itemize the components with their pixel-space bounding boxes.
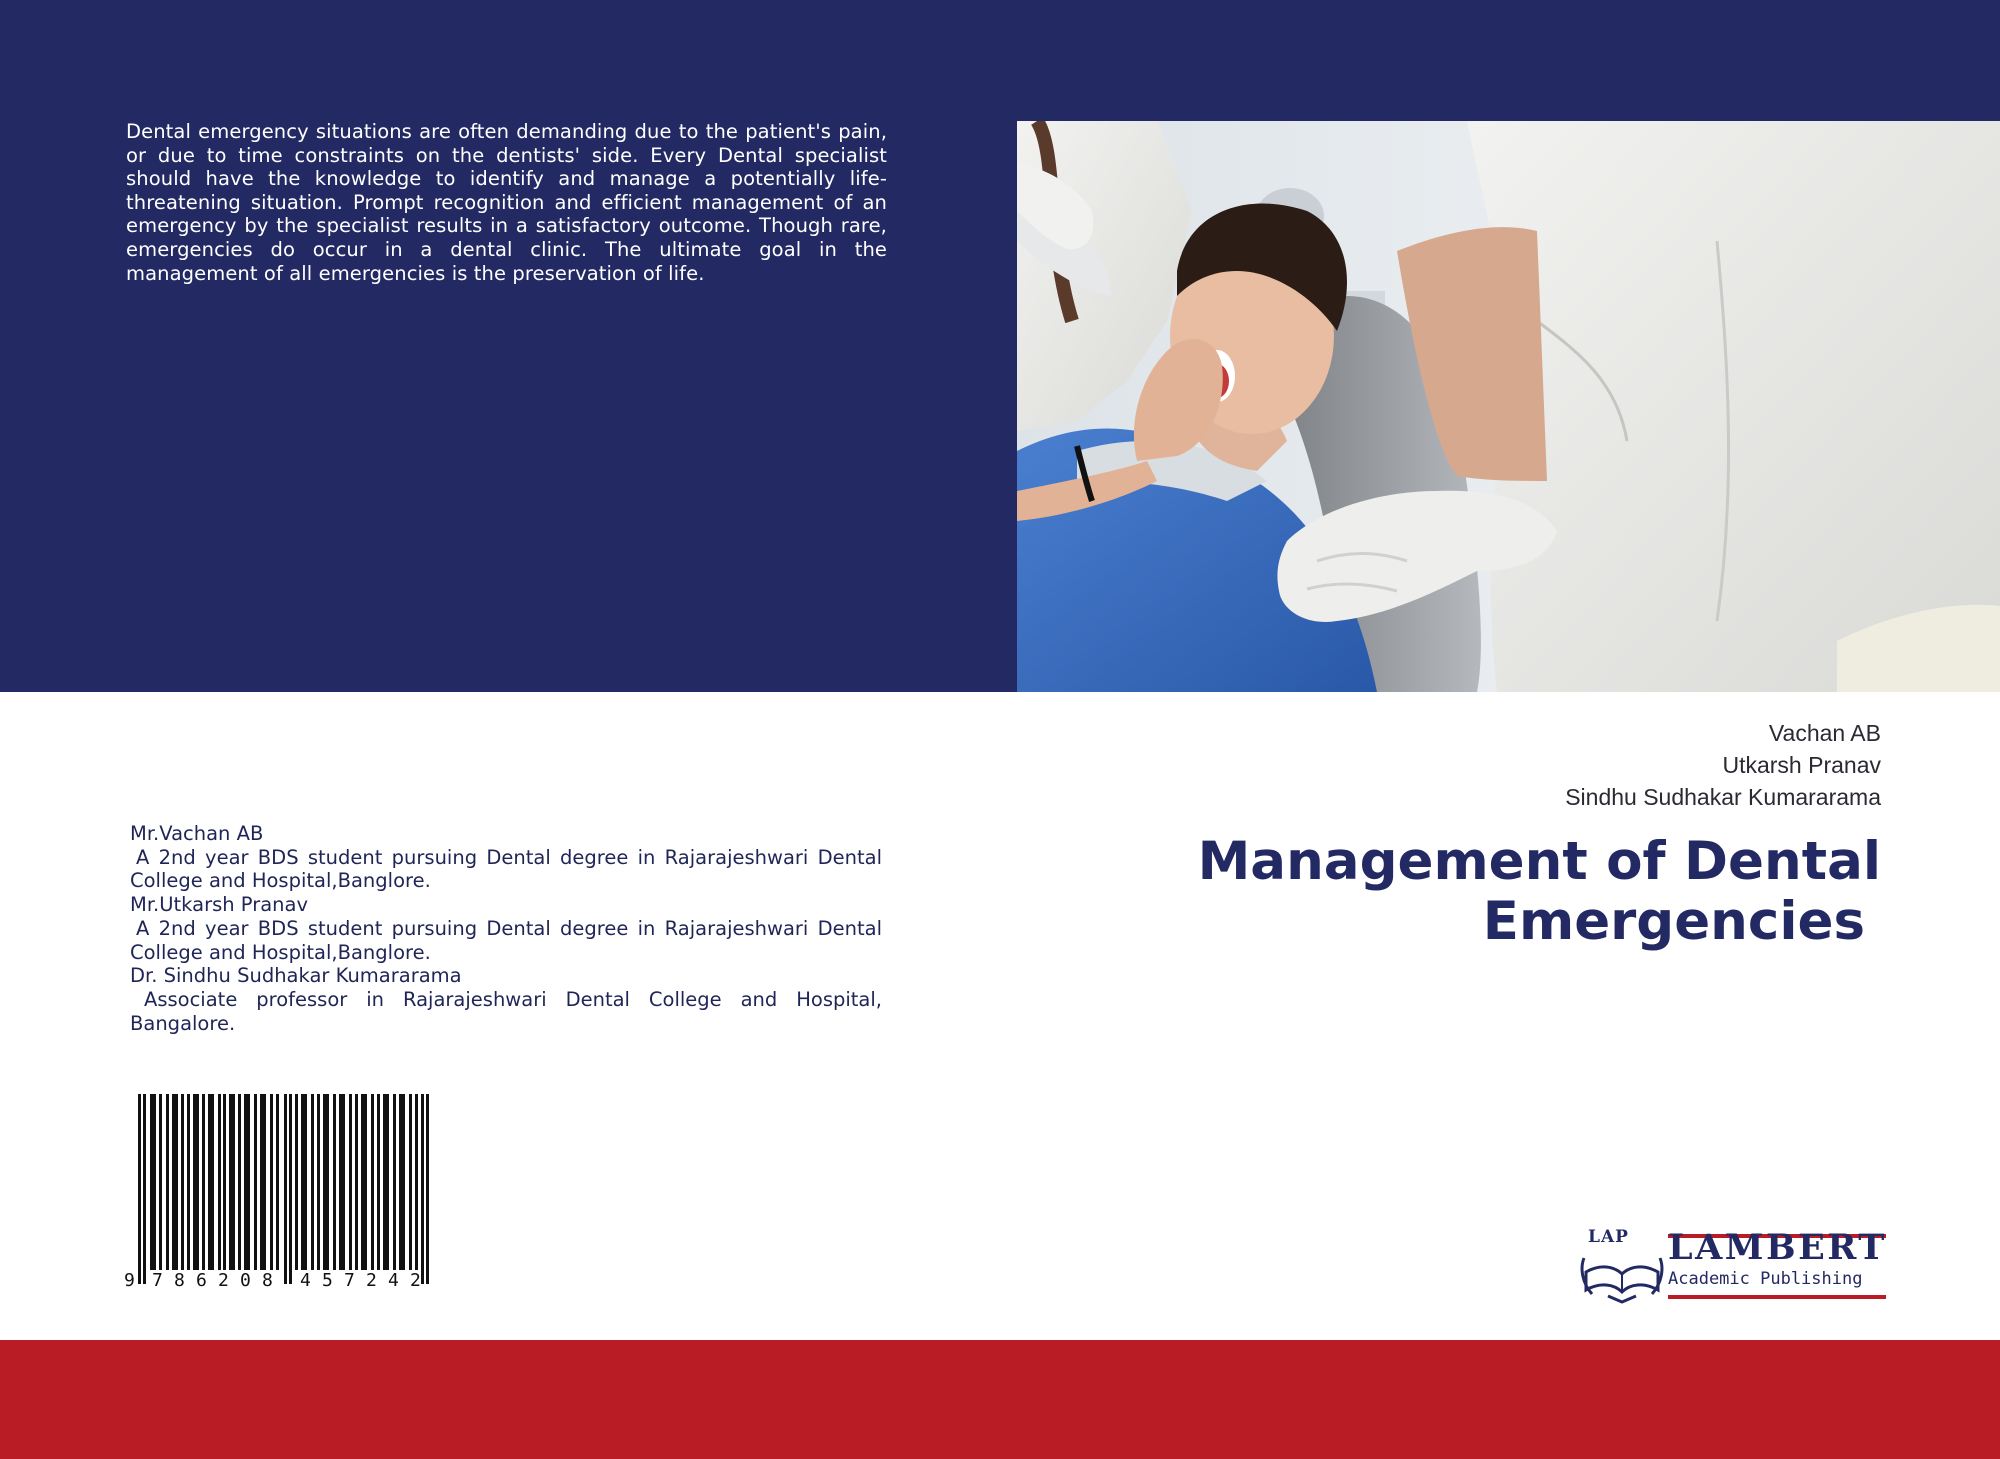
bio-name: Dr. Sindhu Sudhakar Kumararama bbox=[130, 964, 462, 988]
title-line: Management of Dental bbox=[1197, 831, 1881, 892]
bottom-red-band bbox=[0, 1340, 2000, 1459]
isbn-digit: 9 bbox=[124, 1270, 135, 1291]
cover-photo bbox=[1017, 121, 2000, 692]
isbn-digit: 5 bbox=[322, 1270, 333, 1291]
isbn-digits bbox=[124, 1270, 464, 1294]
bio-description: A 2nd year BDS student pursuing Dental degree in Rajarajeshwari Dental College and Hospital,Banglore. bbox=[130, 845, 882, 893]
book-icon bbox=[1582, 1258, 1662, 1302]
bio-description: A 2nd year BDS student pursuing Dental degree in Rajarajeshwari Dental College and Hospital,Banglore. bbox=[130, 916, 882, 964]
isbn-digit: 8 bbox=[262, 1270, 273, 1291]
isbn-digit: 7 bbox=[152, 1270, 163, 1291]
back-cover-blurb: Dental emergency situations are often demanding due to the patient's pain, or due to time constraints on the dentists' side. Every Dental specialist should have the knowledge to identify and manage a potentially life-threatening situation. Prompt recognition and efficient management of an emergency by the specialist results in a satisfactory outcome. Though rare, emergencies do occur in a dental clinic. The ultimate goal in the management of all emergencies is the preservation of life. bbox=[126, 120, 887, 285]
isbn-digit: 2 bbox=[366, 1270, 377, 1291]
isbn-digit: 4 bbox=[300, 1270, 311, 1291]
front-authors bbox=[1181, 717, 1881, 813]
author-name: Sindhu Sudhakar Kumararama bbox=[1565, 784, 1881, 810]
isbn-digit: 2 bbox=[410, 1270, 421, 1291]
title-line: Emergencies bbox=[1482, 891, 1865, 952]
author-bios bbox=[130, 822, 882, 1035]
bio-name: Mr.Utkarsh Pranav bbox=[130, 893, 309, 917]
author-name: Vachan AB bbox=[1768, 720, 1881, 746]
isbn-digit: 0 bbox=[240, 1270, 251, 1291]
isbn-digit: 2 bbox=[218, 1270, 229, 1291]
bio-name: Mr.Vachan AB bbox=[130, 822, 264, 845]
isbn-barcode bbox=[124, 1094, 464, 1294]
publisher-initials: LAP bbox=[1588, 1227, 1629, 1247]
publisher-subtitle: Academic Publishing bbox=[1668, 1269, 1863, 1289]
isbn-digit: 4 bbox=[388, 1270, 399, 1291]
book-title bbox=[981, 832, 1881, 952]
bio-description: Associate professor in Rajarajeshwari Dental College and Hospital, Bangalore. bbox=[130, 987, 882, 1035]
author-name: Utkarsh Pranav bbox=[1722, 752, 1881, 778]
publisher-name: LAMBERT bbox=[1668, 1227, 1887, 1268]
isbn-digit: 7 bbox=[344, 1270, 355, 1291]
isbn-digit: 6 bbox=[196, 1270, 207, 1291]
isbn-digit: 8 bbox=[174, 1270, 185, 1291]
